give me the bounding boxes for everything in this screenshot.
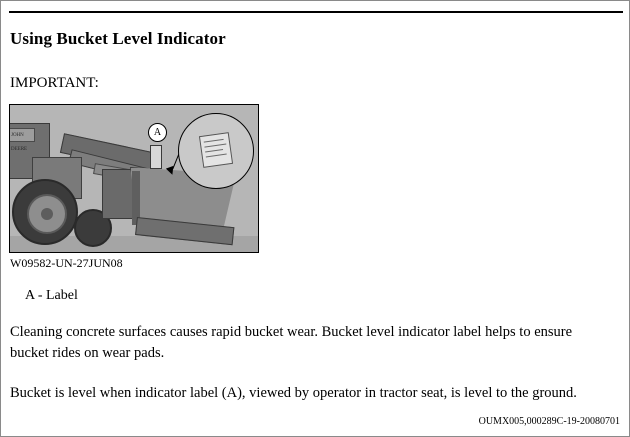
document-identifier: OUMX005,000289C-19-20080701 [478,416,620,427]
figure-legend: A - Label [25,288,78,303]
important-label: IMPORTANT: [10,75,99,91]
cab-marking: JOHN DEERE [9,128,35,142]
callout-a-icon: A [148,123,167,142]
detail-line-3 [205,149,223,152]
page-title: Using Bucket Level Indicator [10,29,226,48]
figure-image [9,104,259,253]
figure-caption: W09582-UN-27JUN08 [10,256,123,270]
detail-line-2 [204,144,226,148]
detail-line-1 [204,139,224,143]
body-paragraph-1: Cleaning concrete surfaces causes rapid bucket wear. Bucket level indicator label helps to ensure bucket rides on wear pads. [10,324,573,361]
wheel-hub [27,194,67,234]
detail-indicator-label [199,132,233,168]
header-rule [9,11,623,13]
indicator-label-plate [150,145,162,169]
detail-view-circle [178,113,254,189]
wheel-cap [41,208,53,220]
detail-line-4 [206,154,227,158]
rear-wheel [12,179,78,245]
body-paragraph-2: Bucket is level when indicator label (A), viewed by operator in tractor seat, is level to the ground. [10,385,577,401]
